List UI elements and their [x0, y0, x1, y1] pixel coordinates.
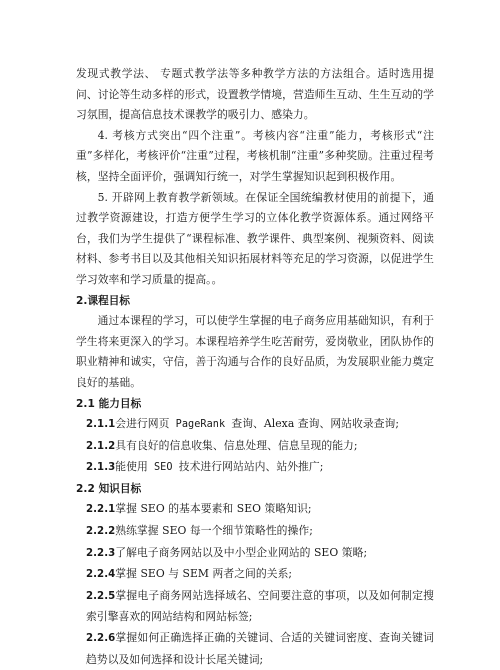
ability-item-text: 会进行网页: [115, 417, 170, 431]
ability-item-text: 能使用: [115, 460, 148, 474]
knowledge-item: [76, 499, 434, 521]
heading-course-goals: 2.课程目标: [76, 294, 131, 307]
knowledge-item-text: 掌握 SEO 的基本要素和 SEO 策略知识;: [115, 502, 312, 516]
ability-item-text: 具有良好的信息收集、信息处理、信息呈现的能力;: [115, 438, 358, 452]
ability-item-number: 2.1.2: [86, 440, 116, 452]
document-body: [76, 64, 434, 670]
ability-item-text-rest: 查询、Alexa 查询、网站收录查询;: [231, 417, 400, 431]
knowledge-item-number: 2.2.2: [86, 526, 116, 538]
ability-item: [76, 457, 434, 479]
knowledge-item-text: 掌握 SEO 与 SEM 两者之间的关系;: [115, 567, 293, 581]
knowledge-item-number: 2.2.1: [86, 504, 116, 516]
knowledge-item-number: 2.2.5: [86, 590, 116, 602]
ability-item: [76, 414, 434, 436]
knowledge-item-number: 2.2.6: [86, 633, 116, 645]
knowledge-item: [76, 543, 434, 565]
paragraph-course-goals: 通过本课程的学习，可以使学生掌握的电子商务应用基础知识，有利于学生将来更深入的学习。本课程培养学生吃苦耐劳，爱岗敬业，团队协作的职业精神和诚实，守信，善于沟通与合作的良好品质，为发展职业能力奠定良好的基础。: [76, 314, 434, 389]
ability-item-text-rest: 技术进行网站站内、站外推广;: [178, 460, 324, 474]
knowledge-item: [76, 521, 434, 543]
ability-item-number: 2.1.1: [86, 419, 116, 431]
knowledge-item: [76, 628, 434, 670]
ability-item: [76, 436, 434, 458]
knowledge-item-number: 2.2.3: [86, 547, 116, 559]
paragraph-teaching-methods: 发现式教学法、 专题式教学法等多种教学方法的方法组合。适时选用提问、讨论等生动多样的形式，设置教学情境，营造师生互动、生生互动的学习氛围，提高信息技术课教学的吸引力、感染力。: [76, 67, 434, 122]
heading-ability-goals: 2.1 能力目标: [76, 397, 142, 410]
paragraph-assessment: 4. 考核方式突出“四个注重”。考核内容“注重”能力，考核形式“注重”多样化，考核评价“注重”过程，考核机制“注重”多种奖励。注重过程考核，坚持全面评价，强调知行统一，对学生掌握知识起到积极作用。: [76, 128, 434, 183]
knowledge-item-text: 掌握如何正确选择正确的关键词、合适的关键词密度、查询关键词趋势以及如何选择和设计长尾关键词;: [86, 631, 434, 666]
ability-item-term: SEO: [147, 462, 179, 474]
paragraph-online-education: 5. 开辟网上教育教学新领域。在保证全国统编教材使用的前提下，通过教学资源建设，打造方便学生学习的立体化教学资源体系。通过网络平台，我们为学生提供了“课程标准、教学课件、典型案例、视频资料、阅读材料、参考书目以及其他相关知识拓展材料等充足的学习资源，以促进学生学习效率和学习质量的提高。。: [76, 190, 434, 286]
ability-item-number: 2.1.3: [86, 462, 116, 474]
knowledge-item-text: 了解电子商务网站以及中小型企业网站的 SEO 策略;: [115, 545, 368, 559]
knowledge-item-number: 2.2.4: [86, 569, 116, 581]
knowledge-item: [76, 586, 434, 628]
ability-item-term: PageRank: [169, 419, 232, 431]
heading-knowledge-goals: 2.2 知识目标: [76, 482, 142, 495]
knowledge-item: [76, 564, 434, 586]
knowledge-item-text: 熟练掌握 SEO 每一个细节策略性的操作;: [115, 524, 313, 538]
knowledge-item-text: 掌握电子商务网站选择域名、空间要注意的事项，以及如何制定搜索引擎喜欢的网站结构和网站标签;: [86, 588, 434, 624]
